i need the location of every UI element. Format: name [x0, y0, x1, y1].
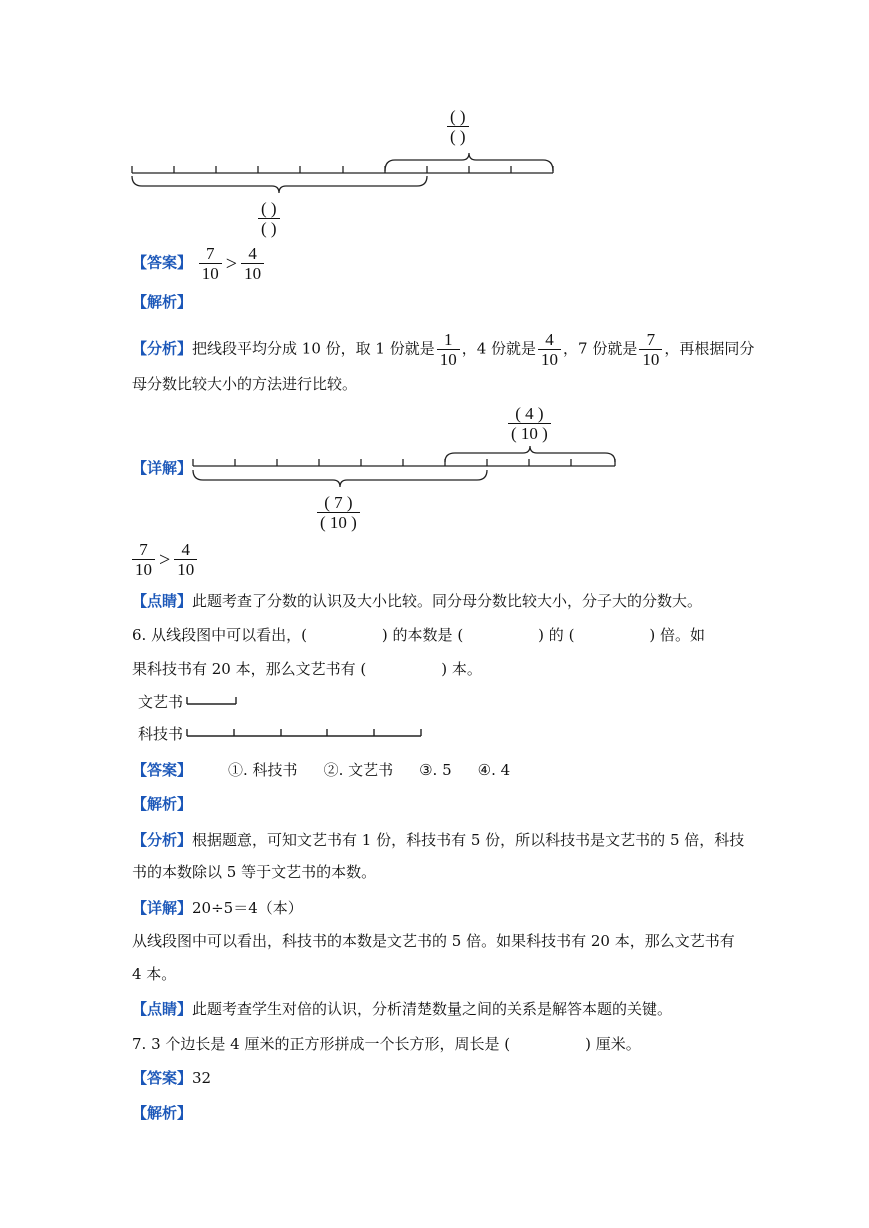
label-wenyi: 文艺书	[138, 693, 184, 711]
q6-line2: 果科技书有 20 本，那么文艺书有 ( ) 本。	[132, 660, 482, 678]
fenxi-tag: 【分析】	[132, 339, 193, 358]
numerator: ( 7 )	[324, 493, 353, 512]
denominator: 10	[642, 350, 660, 369]
answer-tag: 【答案】	[132, 253, 193, 272]
q6-answer	[132, 760, 536, 780]
text: ，4 份就是	[461, 339, 537, 358]
q6-xiangjie-line3: 4 本。	[132, 965, 177, 983]
jiexi-tag: 【解析】	[132, 293, 193, 311]
q6-jiexi-tag: 【解析】	[132, 795, 193, 813]
numerator: 4	[248, 244, 257, 263]
answer-1: ①. 科技书	[228, 761, 298, 779]
q7-line1: 7. 3 个边长是 4 厘米的正方形拼成一个长方形，周长是 ( ) 厘米。	[132, 1035, 641, 1053]
denominator: 10	[541, 350, 559, 369]
numerator: 4	[181, 540, 191, 559]
text: 根据题意，可知文艺书有 1 份，科技书有 5 份，所以科技书是文艺书的 5 倍，科技	[192, 831, 745, 849]
denominator: ( 10 )	[320, 513, 357, 532]
q7-answer	[132, 1068, 211, 1088]
answer-value: 32	[192, 1069, 212, 1087]
answer-tag: 【答案】	[132, 761, 193, 779]
denominator: 10	[439, 350, 457, 369]
denominator: 10	[201, 264, 219, 283]
greater-than-sign: >	[225, 252, 238, 275]
diagram1-bottom-denominator: ( )	[261, 219, 277, 238]
label-keji: 科技书	[138, 725, 184, 743]
q6-fenxi-line1	[132, 830, 744, 850]
dianjing-tag: 【点睛】	[132, 592, 193, 610]
denominator: ( 10 )	[511, 424, 548, 443]
diagram1-bottom-numerator: ( )	[261, 199, 277, 218]
text: 此题考查了分数的认识及大小比较。同分母分数比较大小，分子大的分数大。	[192, 592, 703, 610]
denominator: 10	[135, 560, 152, 579]
numerator: ( 4 )	[515, 404, 544, 423]
xiangjie-tag: 【详解】	[132, 899, 193, 917]
text: 此题考查学生对倍的认识，分析清楚数量之间的关系是解答本题的关键。	[192, 1000, 673, 1018]
q6-line1: 6. 从线段图中可以看出，( ) 的本数是 ( ) 的 ( ) 倍。如	[132, 626, 706, 644]
q6-xiangjie-line	[132, 898, 303, 918]
answer-tag: 【答案】	[132, 1069, 193, 1087]
q6-fenxi-line2: 书的本数除以 5 等于文艺书的本数。	[132, 863, 377, 881]
q6-dianjing-line	[132, 999, 672, 1019]
fenxi-tag: 【分析】	[132, 831, 193, 849]
numerator: 7	[206, 244, 215, 263]
fenxi5-line2: 母分数比较大小的方法进行比较。	[132, 375, 358, 393]
answer-3: ③. 5	[419, 761, 452, 779]
answer-4: ④. 4	[477, 761, 511, 779]
text: 把线段平均分成 10 份，取 1 份就是	[192, 339, 435, 358]
numerator: 7	[646, 330, 656, 349]
diagram1-top-denominator: ( )	[450, 127, 466, 146]
numerator: 4	[545, 330, 554, 349]
q7-jiexi-tag: 【解析】	[132, 1104, 193, 1122]
answer-2: ②. 文艺书	[323, 761, 394, 779]
denominator: 10	[177, 560, 195, 579]
xiangjie-tag: 【详解】	[132, 459, 193, 477]
numerator: 7	[139, 540, 148, 559]
text: ，7 份就是	[563, 339, 638, 358]
dianjing-tag: 【点睛】	[132, 1000, 193, 1018]
diagram1-top-numerator: ( )	[450, 107, 466, 126]
greater-than-sign: >	[159, 548, 171, 571]
denominator: 10	[244, 264, 262, 283]
numerator: 1	[443, 330, 453, 349]
equation: 20÷5＝4（本）	[192, 899, 303, 917]
q6-xiangjie-line2: 从线段图中可以看出，科技书的本数是文艺书的 5 倍。如果科技书有 20 本，那么文艺书有	[132, 932, 735, 950]
text: ，再根据同分	[664, 339, 755, 358]
